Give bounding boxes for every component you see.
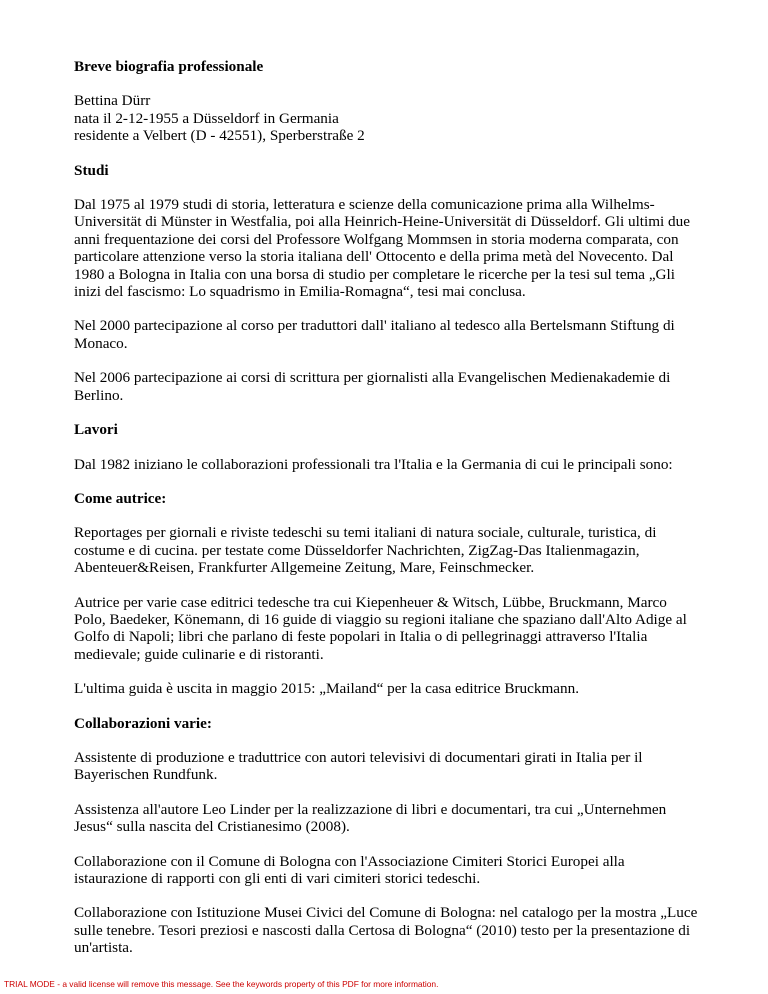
document-page bbox=[74, 58, 700, 974]
studi-paragraph: Nel 2006 partecipazione ai corsi di scrittura per giornalisti alla Evangelischen Medienakademie di Berlino. bbox=[74, 369, 671, 404]
studi-paragraph: Nel 2000 partecipazione al corso per traduttori dall' italiano al tedesco alla Bertelsmann Stiftung di Monaco. bbox=[74, 317, 675, 352]
section-heading-collaborazioni: Collaborazioni varie: bbox=[74, 714, 212, 732]
section-heading-autrice: Come autrice: bbox=[74, 489, 167, 507]
person-info bbox=[74, 92, 700, 144]
autrice-paragraph: Reportages per giornali e riviste tedeschi su temi italiani di natura sociale, culturale, turistica, di costume e di cucina. per testate come Düsseldorfer Nachrichten, ZigZag-Das Italienmagazin, Abenteuer&Reisen, Frankfurter Allgemeine Zeitung, Mare, Feinschmecker. bbox=[74, 524, 657, 577]
person-residence: residente a Velbert (D - 42551), Sperberstraße 2 bbox=[74, 127, 365, 145]
studi-paragraph: Dal 1975 al 1979 studi di storia, letteratura e scienze della comunicazione prima alla Wilhelms-Universität di Münster in Westfalia, poi alla Heinrich-Heine-Universität di Düsseldorf. Gli ultimi due anni frequentazione dei corsi del Professore Wolfgang Mommsen in storia moderna comparata, con particolare attenzione verso la storia italiana dell' Ottocento e della prima metà del Novecento. Dal 1980 a Bologna in Italia con una borsa di studio per completare le ricerche per la tesi sul tema „Gli inizi del fascismo: Lo squadrismo in Emilia-Romagna“, tesi mai conclusa. bbox=[74, 196, 690, 301]
section-heading-studi: Studi bbox=[74, 161, 109, 179]
document-title: Breve biografia professionale bbox=[74, 58, 264, 75]
collaborazioni-paragraph: Collaborazione con Istituzione Musei Civici del Comune di Bologna: nel catalogo per la mostra „Luce sulle tenebre. Tesori preziosi e nascosti dalla Certosa di Bologna“ (2010) testo per la presentazione di un'artista. bbox=[74, 904, 698, 957]
collaborazioni-paragraph: Collaborazione con il Comune di Bologna con l'Associazione Cimiteri Storici Europei alla istaurazione di rapporti con gli enti di vari cimiteri storici tedeschi. bbox=[74, 852, 625, 887]
autrice-paragraph: L'ultima guida è uscita in maggio 2015: „Mailand“ per la casa editrice Bruckmann. bbox=[74, 680, 580, 698]
person-birth: nata il 2-12-1955 a Düsseldorf in Germania bbox=[74, 109, 339, 127]
section-heading-lavori: Lavori bbox=[74, 421, 118, 439]
collaborazioni-paragraph: Assistenza all'autore Leo Linder per la realizzazione di libri e documentari, tra cui „Unternehmen Jesus“ sulla nascita del Cristianesimo (2008). bbox=[74, 800, 667, 836]
person-name: Bettina Dürr bbox=[74, 92, 151, 110]
trial-mode-notice: TRIAL MODE - a valid license will remove this message. See the keywords property of this PDF for more information. bbox=[4, 979, 439, 989]
collaborazioni-paragraph: Assistente di produzione e traduttrice con autori televisivi di documentari girati in Italia per il Bayerischen Rundfunk. bbox=[74, 748, 643, 784]
lavori-intro: Dal 1982 iniziano le collaborazioni professionali tra l'Italia e la Germania di cui le principali sono: bbox=[74, 455, 673, 473]
autrice-paragraph: Autrice per varie case editrici tedesche tra cui Kiepenheuer & Witsch, Lübbe, Bruckmann, Marco Polo, Baedeker, Könemann, di 16 guide di viaggio su regioni italiane che spaziano dall'Alto Adige al Golfo di Napoli; libri che parlano di feste popolari in Italia o di pellegrinaggi attraverso l'Italia medievale; guide culinarie e di ristoranti. bbox=[74, 593, 687, 663]
